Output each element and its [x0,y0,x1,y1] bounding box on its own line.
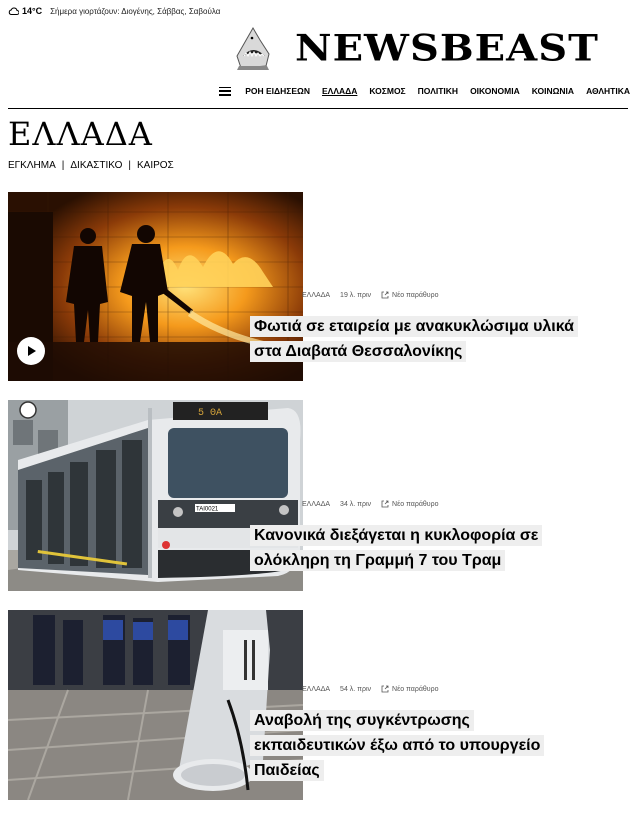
article-headline[interactable] [250,523,620,573]
header-divider [8,108,628,109]
subnav-item-kairos[interactable]: ΚΑΙΡΟΣ [136,160,174,171]
subnav-item-dikastiko[interactable]: ΔΙΚΑΣΤΙΚΟ [70,160,123,171]
main-nav [219,86,630,96]
nav-item-politiki[interactable]: ΠΟΛΙΤΙΚΗ [417,86,459,96]
menu-icon[interactable] [219,87,231,96]
new-window-link[interactable] [381,685,438,693]
article-category[interactable]: ΕΛΛΑΔΑ [302,685,331,693]
namedays-text: Σήμερα γιορτάζουν: Διογένης, Σάββας, Σαβούλα [50,6,221,16]
headline-line: ολόκληρη τη Γραμμή 7 του Τραμ [250,550,505,571]
article-time: 34 λ. πριν [340,500,372,508]
headline-line: Φωτιά σε εταιρεία με ανακυκλώσιμα υλικά [250,316,578,337]
nav-item-roh[interactable]: ΡΟΗ ΕΙΔΗΣΕΩΝ [245,86,310,96]
site-logo[interactable] [233,26,599,72]
article-time: 54 λ. πριν [340,685,372,693]
nav-item-ellada[interactable]: ΕΛΛΑΔΑ [322,86,358,96]
subnav-item-egklima[interactable]: ΕΓΚΛΗΜΑ [8,160,56,171]
cloud-icon [8,7,19,15]
external-link-icon [381,291,389,299]
subnav-separator: | [61,160,65,171]
nav-item-oikonomia[interactable]: ΟΙΚΟΝΟΜΙΑ [470,86,520,96]
new-window-label: Νέο παράθυρο [392,291,439,299]
headline-line: στα Διαβατά Θεσσαλονίκης [250,341,466,362]
new-window-label: Νέο παράθυρο [392,685,439,693]
headline-line: Αναβολή της συγκέντρωσης [250,710,474,731]
section-title: ΕΛΛΑΔΑ [8,115,153,153]
new-window-label: Νέο παράθυρο [392,500,439,508]
headline-line: εκπαιδευτικών έξω από το υπουργείο [250,735,544,756]
article-category[interactable]: ΕΛΛΑΔΑ [302,291,331,299]
external-link-icon [381,500,389,508]
shark-logo-icon [233,26,273,72]
article-meta [302,500,438,508]
external-link-icon [381,685,389,693]
section-subnav [8,160,174,171]
brand-name: NEWSBEAST [295,27,599,70]
play-button[interactable] [17,337,45,365]
tram-number: ΤΑΙ0021 [196,506,219,513]
weather-widget [8,6,42,16]
article-meta [302,291,438,299]
new-window-link[interactable] [381,291,438,299]
headline-line: Κανονικά διεξάγεται η κυκλοφορία σε [250,525,542,546]
article-category[interactable]: ΕΛΛΑΔΑ [302,500,331,508]
play-icon [25,345,37,357]
article-time: 19 λ. πριν [340,291,372,299]
article-headline[interactable] [250,708,620,783]
article-meta [302,685,438,693]
temperature: 14°C [22,6,43,16]
nav-item-koinonia[interactable]: ΚΟΙΝΩΝΙΑ [531,86,575,96]
article-headline[interactable] [250,314,620,364]
svg-text:5 ΘΑ: 5 ΘΑ [198,408,223,419]
new-window-link[interactable] [381,500,438,508]
top-bar [8,6,220,16]
nav-item-kosmos[interactable]: ΚΟΣΜΟΣ [369,86,406,96]
headline-line: Παιδείας [250,760,324,781]
nav-item-athlitika[interactable]: ΑΘΛΗΤΙΚΑ [586,86,630,96]
subnav-separator: | [128,160,131,171]
